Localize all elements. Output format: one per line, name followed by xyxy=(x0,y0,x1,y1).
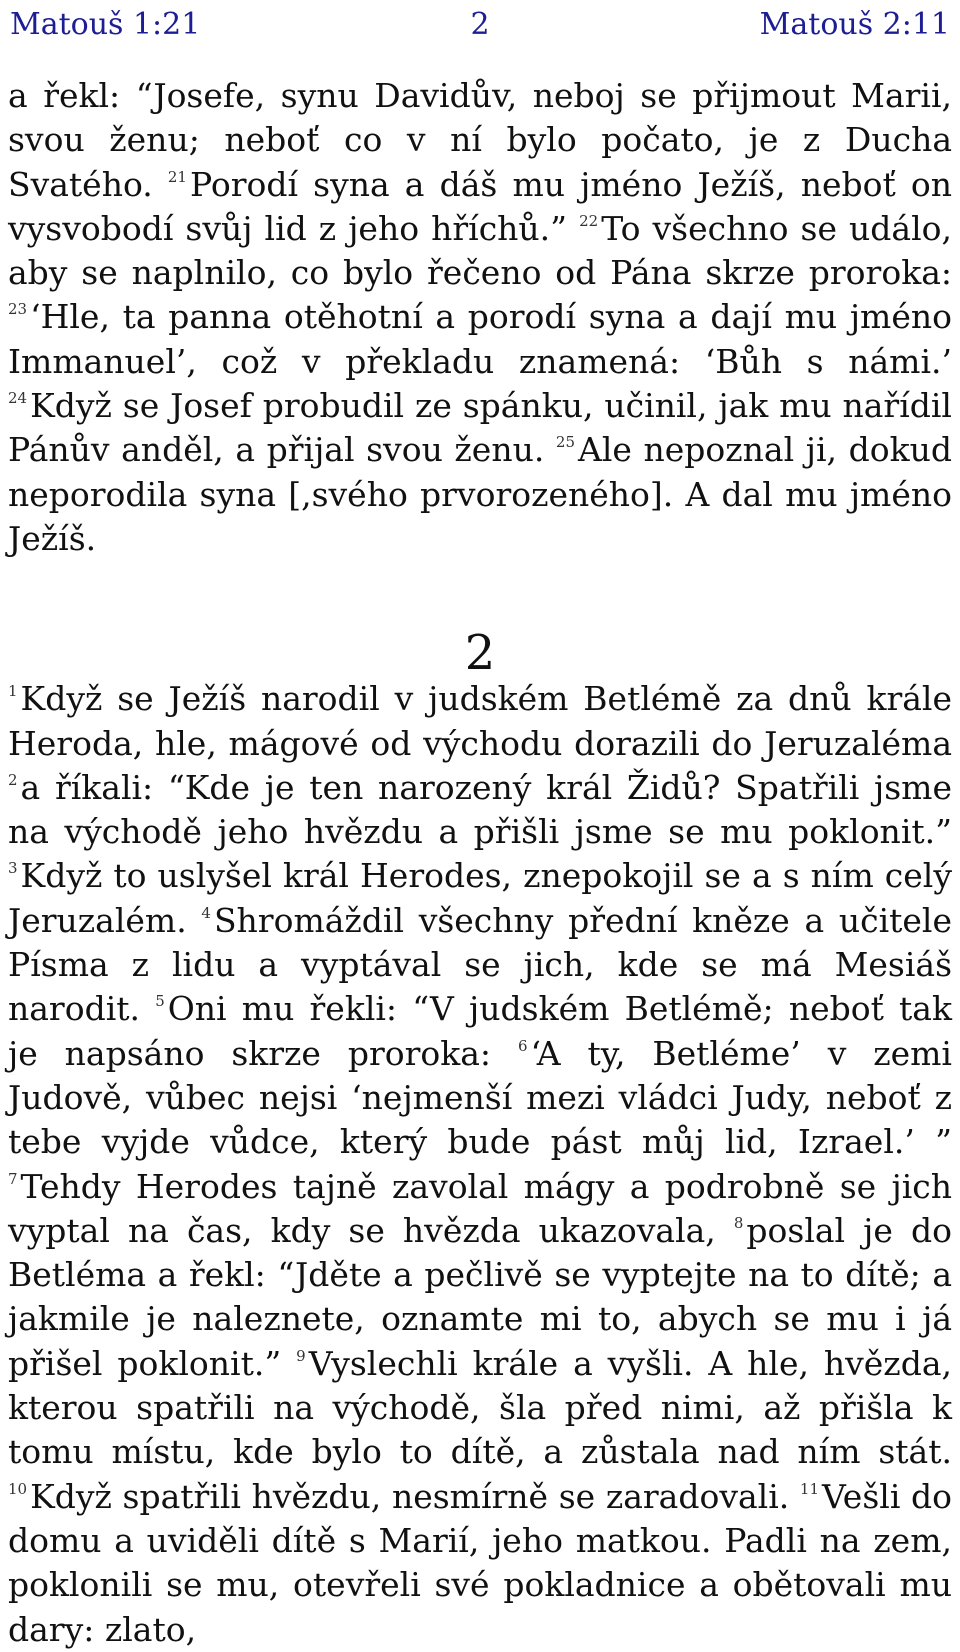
verse-text: a říkali: “Kde je ten narozený král Židů? Spatřili jsme na východě jeho hvězdu a přišli jsme se mu poklonit.” xyxy=(8,767,952,852)
verse-number: 1 xyxy=(8,682,18,701)
verse-text: Shromáždil všechny přední kněze a učitele Písma z lidu a vyptával se jich, kde se má Mesiáš narodit. xyxy=(8,900,952,1029)
verse-number: 22 xyxy=(579,211,599,230)
verse-text: Když spatřili hvězdu, nesmírně se zaradovali. xyxy=(30,1476,790,1516)
verse-text: Tehdy Herodes tajně zavolal mágy a podrobně se jich vyptal na čas, kdy se hvězda ukazovala, xyxy=(8,1166,952,1250)
verse-text: Vyslechli krále a vyšli. A hle, hvězda, kterou spatřili na východě, šla před nimi, až přišla k tomu místu, kde bylo to dítě, a zůstala nad ním stát. xyxy=(8,1343,952,1472)
verse-number: 2 xyxy=(8,770,18,789)
header-right-reference: Matouš 2:11 xyxy=(759,6,950,42)
verse-text: ‘A ty, Betléme’ v zemi Judově, vůbec nejsi ‘nejmenší mezi vládci Judy, neboť z tebe vyjde vůdce, který bude pást můj lid, Izrael.’ ” xyxy=(8,1033,952,1162)
verse-number: 10 xyxy=(8,1479,28,1498)
verse-number: 9 xyxy=(296,1346,306,1365)
verse-number: 24 xyxy=(8,389,28,408)
page-number: 2 xyxy=(470,6,490,42)
verse-number: 5 xyxy=(155,992,165,1011)
verse-text: Ale nepoznal ji, dokud neporodila syna [,svého prvorozeného]. A dal mu jméno Ježíš. xyxy=(8,430,952,558)
verse-text: To všechno se událo, aby se naplnilo, co bylo řečeno od Pána skrze proroka: xyxy=(8,208,952,293)
chapter-number: 2 xyxy=(464,625,496,682)
verse-text: ‘Hle, ta panna otěhotní a porodí syna a dají mu jméno Immanuel’, což v překladu znamená: ‘Bůh s námi.’ xyxy=(8,297,952,381)
verse-text: Porodí syna a dáš mu jméno Ježíš, neboť on vysvobodí svůj lid z jeho hříchů.” xyxy=(8,164,952,248)
verse-number: 6 xyxy=(517,1036,528,1055)
chapter-2-paragraph xyxy=(8,677,952,1652)
verse-text: Vešli do domu a uviděli dítě s Marií, jeho matkou. Padli na zem, poklonili se mu, otevřeli své pokladnice a obětovali mu dary: zlato, xyxy=(8,1476,953,1649)
verse-number: 21 xyxy=(167,167,187,186)
verse-number: 11 xyxy=(799,1479,819,1498)
verse-number: 4 xyxy=(201,903,211,922)
verse-text: Oni mu řekli: “V judském Betlémě; neboť tak je napsáno skrze proroka: xyxy=(8,989,952,1073)
verse-number: 3 xyxy=(8,859,18,878)
verse-text: Když se Josef probudil ze spánku, učinil, jak mu nařídil Pánův anděl, a přijal svou ženu. xyxy=(8,386,952,470)
verse-number: 8 xyxy=(733,1213,744,1232)
header-left-reference: Matouš 1:21 xyxy=(10,6,201,42)
verse-text: a řekl: “Josefe, synu Davidův, neboj se přijmout Marii, svou ženu; neboť co v ní bylo počato, je z Ducha Svatého. xyxy=(8,76,952,204)
verse-number: 7 xyxy=(8,1169,18,1188)
verse-text: poslal je do Betléma a řekl: “Jděte a pečlivě se vyptejte na to dítě; a jakmile je naleznete, oznamte mi to, abych se mu i já přišel poklonit.” xyxy=(8,1210,952,1383)
verse-number: 25 xyxy=(555,433,576,452)
verse-number: 23 xyxy=(8,300,28,319)
verse-text: Když se Ježíš narodil v judském Betlémě za dnů krále Heroda, hle, mágové od východu dorazili do Jeruzaléma xyxy=(8,679,952,763)
page-header xyxy=(0,0,960,48)
chapter-1-paragraph xyxy=(8,74,952,561)
page-content xyxy=(8,74,952,1652)
verse-text: Když to uslyšel král Herodes, znepokojil se a s ním celý Jeruzalém. xyxy=(8,856,952,940)
